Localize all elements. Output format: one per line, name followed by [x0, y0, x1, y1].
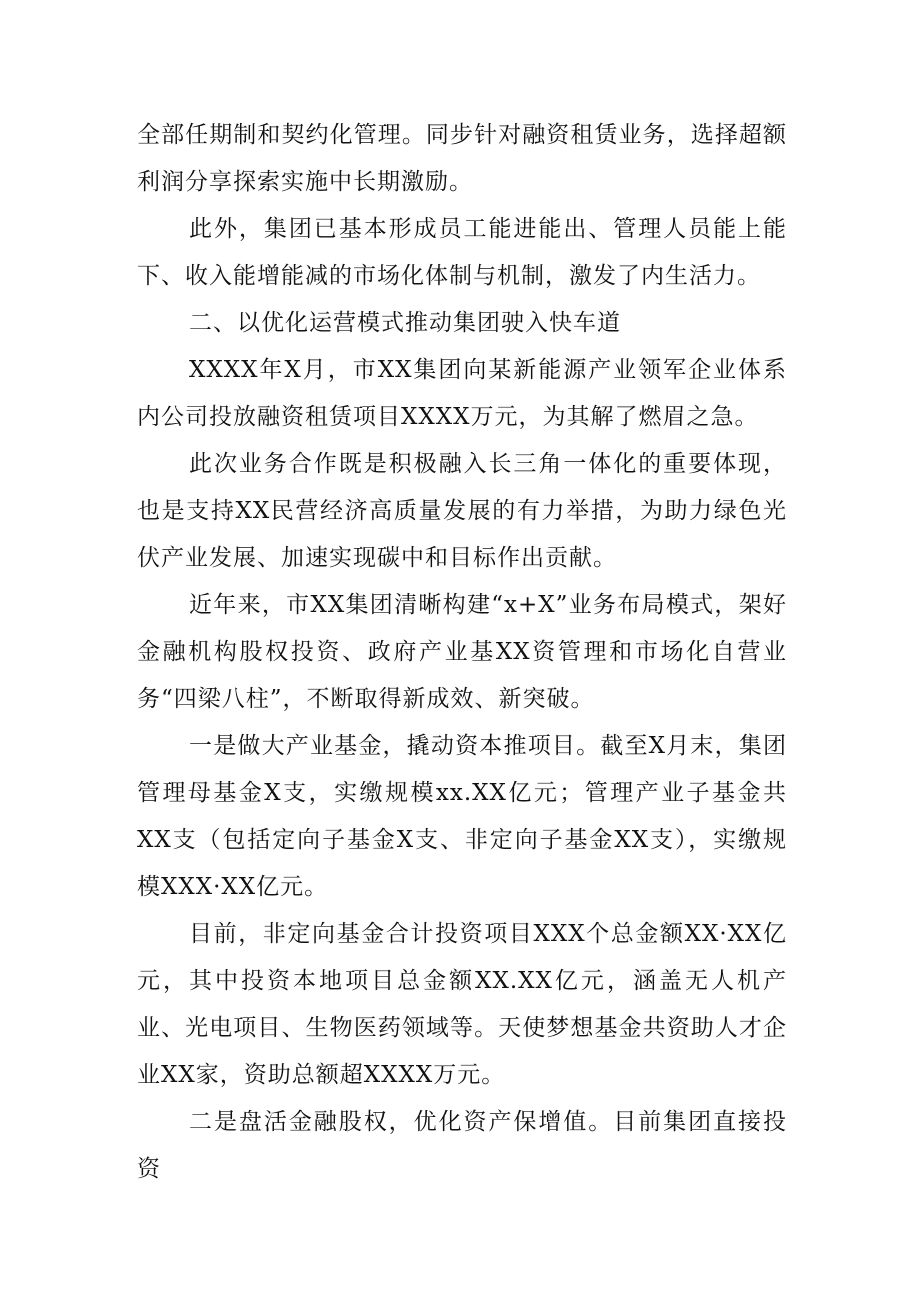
paragraph-7: 一是做大产业基金，撬动资本推项目。截至X月末，集团管理母基金X支，实缴规模xx.XX亿元；管理产业子基金共XX支（包括定向子基金X支、非定向子基金XX支），实缴规模XXX·XX亿元。	[137, 733, 787, 900]
paragraph-6: 近年来，市XX集团清晰构建“x+X”业务布局模式，架好金融机构股权投资、政府产业基XX资管理和市场化自营业务“四梁八柱”，不断取得新成效、新突破。	[137, 592, 787, 712]
paragraph-2: 此外，集团已基本形成员工能进能出、管理人员能上能下、收入能增能减的市场化体制与机制，激发了内生活力。	[137, 216, 787, 289]
paragraph-5: 此次业务合作既是积极融入长三角一体化的重要体现，也是支持XX民营经济高质量发展的有力举措，为助力绿色光伏产业发展、加速实现碳中和目标作出贡献。	[137, 451, 787, 571]
paragraph-8: 目前，非定向基金合计投资项目XXX个总金额XX·XX亿元，其中投资本地项目总金额XX.XX亿元，涵盖无人机产业、光电项目、生物医药领域等。天使梦想基金共资助人才企业XX家，资助总额超XXXX万元。	[137, 921, 787, 1088]
paragraph-1: 全部任期制和契约化管理。同步针对融资租赁业务，选择超额利润分享探索实施中长期激励。	[137, 122, 787, 195]
document-body	[137, 112, 787, 1193]
section-heading: 二、以优化运营模式推动集团驶入快车道	[189, 310, 621, 336]
paragraph-9: 二是盘活金融股权，优化资产保增值。目前集团直接投资	[137, 1109, 787, 1182]
paragraph-4: XXXX年X月，市XX集团向某新能源产业领军企业体系内公司投放融资租赁项目XXXX万元，为其解了燃眉之急。	[137, 357, 787, 430]
